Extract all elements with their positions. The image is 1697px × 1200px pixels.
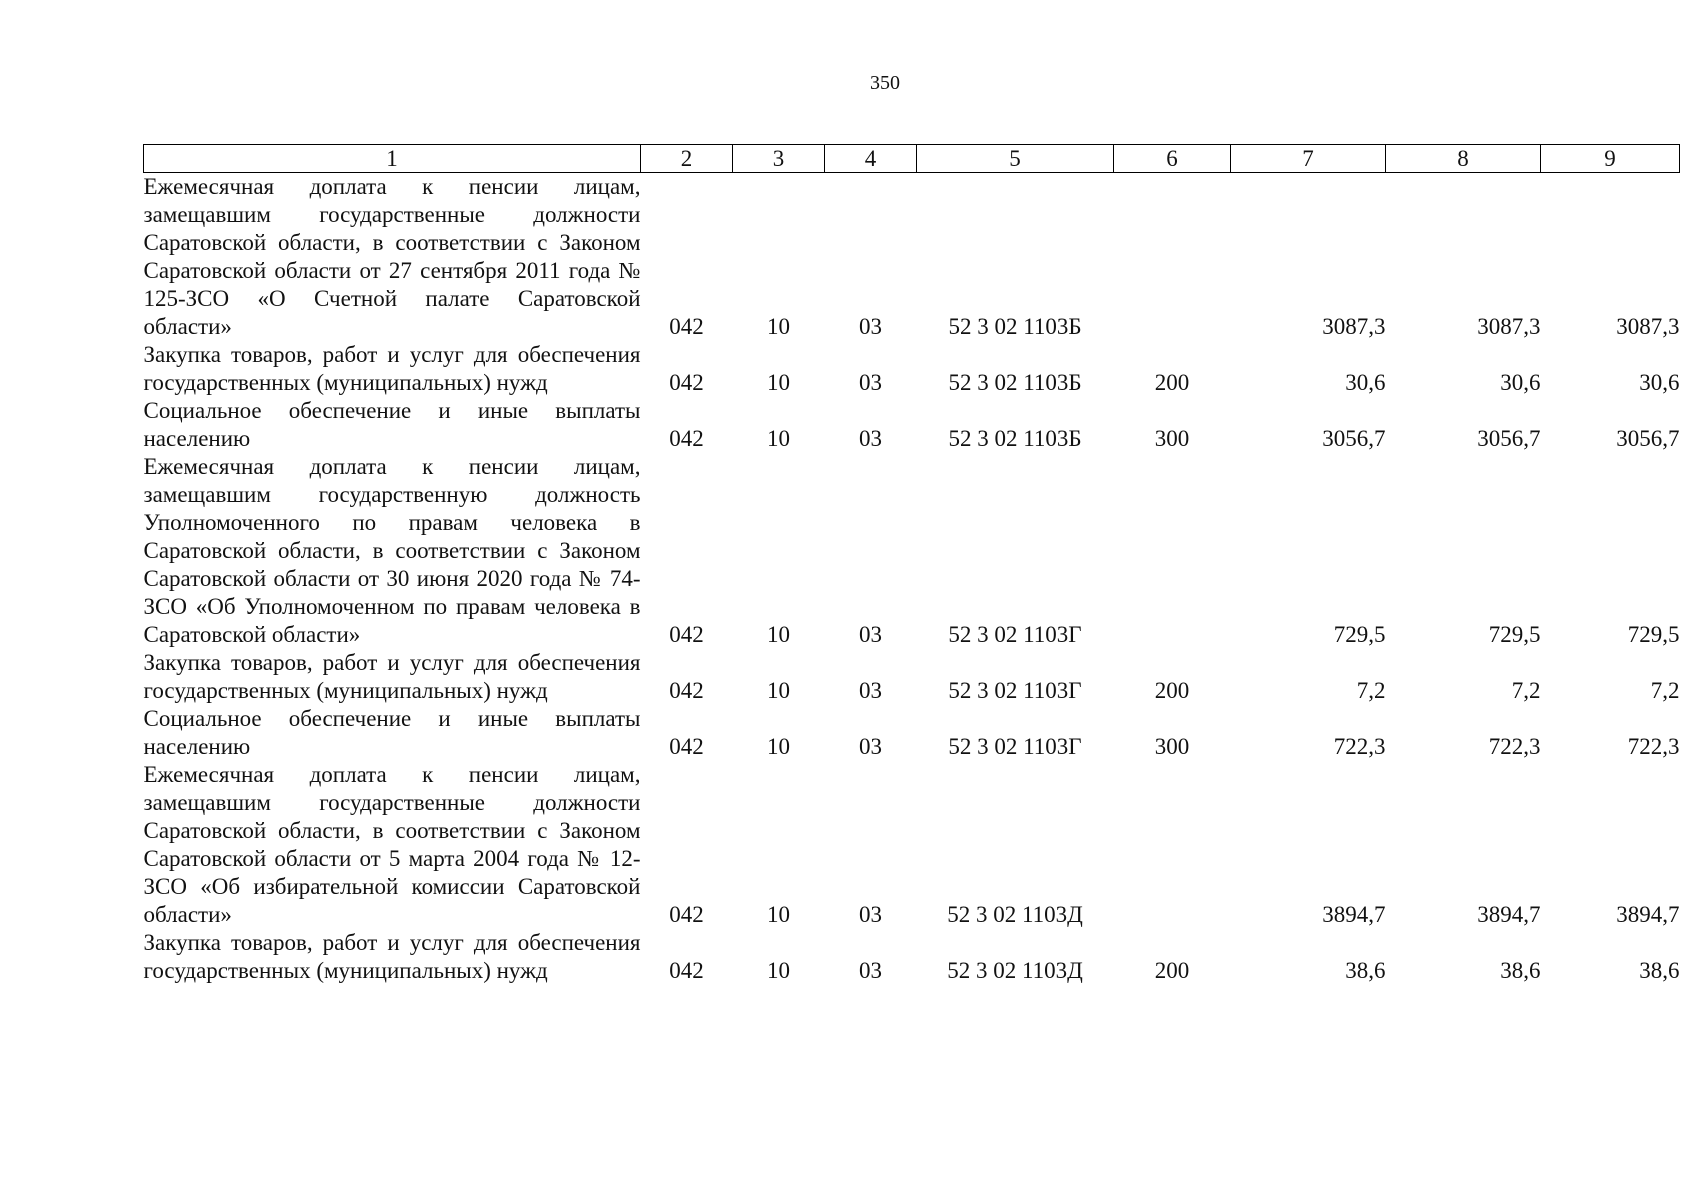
cell-amount-8: 729,5	[1488, 622, 1541, 647]
cell-podrazdel: 03	[859, 902, 882, 927]
cell-amount-8: 38,6	[1500, 958, 1541, 983]
cell-razdel: 10	[767, 958, 790, 983]
cell-razdel: 10	[767, 678, 790, 703]
cell-razdel: 10	[767, 314, 790, 339]
cell-target-article: 52 3 02 1103Б	[948, 370, 1082, 395]
header-cell-3: 3	[733, 145, 825, 173]
cell-podrazdel: 03	[859, 370, 882, 395]
cell-ved: 042	[669, 678, 704, 703]
cell-expense-type: 200	[1154, 958, 1190, 983]
cell-target-article: 52 3 02 1103Г	[948, 622, 1082, 647]
cell-amount-7: 7,2	[1356, 678, 1386, 703]
cell-amount-7: 3056,7	[1322, 426, 1386, 451]
cell-amount-8: 3087,3	[1477, 314, 1541, 339]
row-description: Закупка товаров, работ и услуг для обеспечения государственных (муниципальных) нужд	[143, 930, 641, 983]
cell-amount-9: 3894,7	[1616, 902, 1680, 927]
cell-ved: 042	[669, 314, 704, 339]
cell-podrazdel: 03	[859, 622, 882, 647]
cell-podrazdel: 03	[859, 314, 882, 339]
cell-razdel: 10	[767, 426, 790, 451]
table-row	[144, 397, 1680, 453]
row-description: Ежемесячная доплата к пенсии лицам, замещавшим государственные должности Саратовской области, в соответствии с Законом Саратовской области от 27 сентября 2011 года № 125-ЗСО «О Счетной палате Саратовской области»	[143, 174, 641, 339]
row-description: Социальное обеспечение и иные выплаты населению	[143, 706, 641, 759]
cell-expense-type	[1114, 761, 1231, 929]
table-row	[144, 341, 1680, 397]
cell-ved: 042	[669, 734, 704, 759]
header-cell-1: 1	[144, 145, 641, 173]
header-cell-8: 8	[1386, 145, 1541, 173]
row-description: Ежемесячная доплата к пенсии лицам, замещавшим государственные должности Саратовской области, в соответствии с Законом Саратовской области от 5 марта 2004 года № 12-ЗСО «Об избирательной комиссии Саратовской области»	[143, 762, 641, 927]
header-cell-4: 4	[825, 145, 917, 173]
table-header	[144, 145, 1680, 173]
cell-target-article: 52 3 02 1103Д	[947, 902, 1083, 927]
cell-expense-type: 300	[1154, 734, 1190, 759]
row-description: Социальное обеспечение и иные выплаты населению	[143, 398, 641, 451]
cell-podrazdel: 03	[859, 734, 882, 759]
cell-amount-7: 729,5	[1333, 622, 1386, 647]
cell-amount-9: 3087,3	[1616, 314, 1680, 339]
header-cell-5: 5	[917, 145, 1114, 173]
header-cell-9: 9	[1541, 145, 1680, 173]
cell-target-article: 52 3 02 1103Б	[948, 426, 1082, 451]
row-description: Ежемесячная доплата к пенсии лицам, замещавшим государственную должность Уполномоченного по правам человека в Саратовской области, в соответствии с Законом Саратовской области от 30 июня 2020 года № 74-ЗСО «Об Уполномоченном по правам человека в Саратовской области»	[143, 454, 641, 647]
cell-amount-9: 3056,7	[1616, 426, 1680, 451]
cell-expense-type: 200	[1154, 370, 1190, 395]
cell-amount-8: 30,6	[1500, 370, 1541, 395]
cell-amount-8: 3056,7	[1477, 426, 1541, 451]
cell-amount-9: 722,3	[1627, 734, 1680, 759]
cell-amount-9: 38,6	[1639, 958, 1680, 983]
cell-ved: 042	[669, 370, 704, 395]
table-row	[144, 453, 1680, 649]
cell-ved: 042	[669, 902, 704, 927]
cell-amount-9: 729,5	[1627, 622, 1680, 647]
budget-table	[143, 144, 1680, 985]
row-description: Закупка товаров, работ и услуг для обеспечения государственных (муниципальных) нужд	[143, 342, 641, 395]
table-row	[144, 761, 1680, 929]
cell-amount-7: 30,6	[1345, 370, 1386, 395]
cell-expense-type	[1114, 453, 1231, 649]
table-row	[144, 173, 1680, 342]
header-cell-7: 7	[1231, 145, 1386, 173]
cell-razdel: 10	[767, 902, 790, 927]
cell-ved: 042	[669, 426, 704, 451]
cell-amount-7: 38,6	[1345, 958, 1386, 983]
cell-expense-type: 200	[1154, 678, 1190, 703]
cell-ved: 042	[669, 622, 704, 647]
cell-target-article: 52 3 02 1103Д	[947, 958, 1083, 983]
cell-target-article: 52 3 02 1103Г	[948, 734, 1082, 759]
table-row	[144, 929, 1680, 985]
cell-amount-9: 30,6	[1639, 370, 1680, 395]
table-row	[144, 705, 1680, 761]
header-cell-2: 2	[641, 145, 733, 173]
cell-razdel: 10	[767, 622, 790, 647]
cell-ved: 042	[669, 958, 704, 983]
cell-amount-8: 3894,7	[1477, 902, 1541, 927]
cell-amount-9: 7,2	[1650, 678, 1680, 703]
cell-razdel: 10	[767, 734, 790, 759]
table-body	[144, 173, 1680, 986]
cell-target-article: 52 3 02 1103Б	[948, 314, 1082, 339]
page-number: 350	[870, 72, 900, 94]
cell-podrazdel: 03	[859, 958, 882, 983]
cell-amount-8: 7,2	[1511, 678, 1541, 703]
cell-amount-8: 722,3	[1488, 734, 1541, 759]
table-row	[144, 649, 1680, 705]
cell-razdel: 10	[767, 370, 790, 395]
cell-podrazdel: 03	[859, 426, 882, 451]
cell-amount-7: 722,3	[1333, 734, 1386, 759]
cell-target-article: 52 3 02 1103Г	[948, 678, 1082, 703]
row-description: Закупка товаров, работ и услуг для обеспечения государственных (муниципальных) нужд	[143, 650, 641, 703]
cell-expense-type	[1114, 173, 1231, 342]
header-row	[144, 145, 1680, 173]
cell-podrazdel: 03	[859, 678, 882, 703]
cell-amount-7: 3087,3	[1322, 314, 1386, 339]
cell-amount-7: 3894,7	[1322, 902, 1386, 927]
cell-expense-type: 300	[1154, 426, 1190, 451]
header-cell-6: 6	[1114, 145, 1231, 173]
